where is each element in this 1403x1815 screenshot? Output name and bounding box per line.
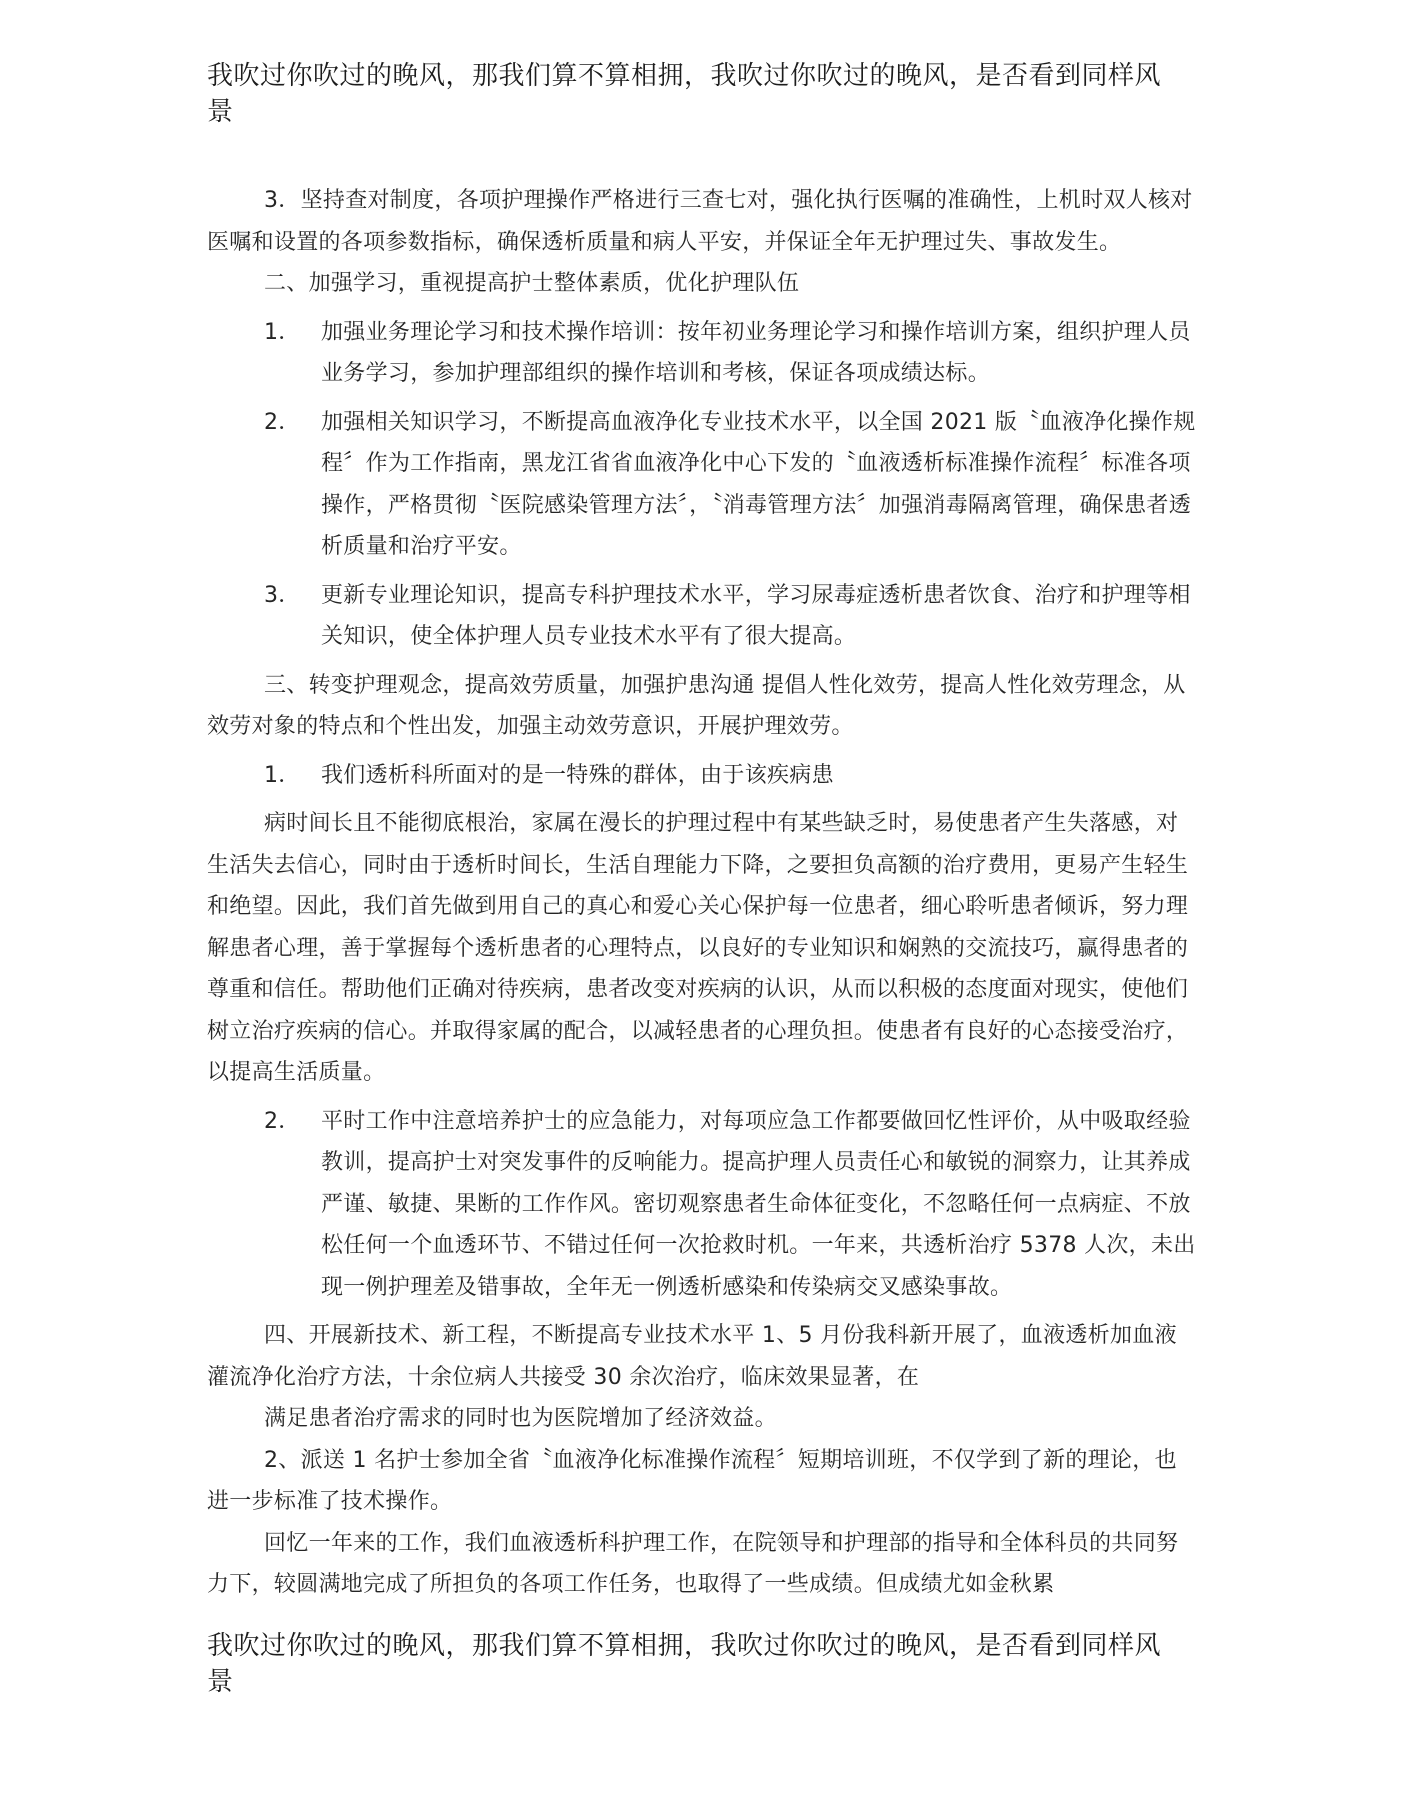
numbered-item (207, 402, 1197, 568)
page-footer (207, 1628, 1197, 1700)
section-heading: 二、加强学习，重视提高护士整体素质，优化护理队伍 (264, 271, 800, 296)
section-heading: 三、转变护理观念，提高效劳质量，加强护患沟通 提倡人性化效劳，提高人性化效劳理念，从效劳对象的特点和个性出发，加强主动效劳意识，开展护理效劳。 (207, 672, 1186, 739)
item-text: 平时工作中注意培养护士的应急能力，对每项应急工作都要做回忆性评价，从中吸取经验教训，提高护士对突发事件的反响能力。提高护理人员责任心和敏锐的洞察力，让其养成严谨、敏捷、果断的工作作风。密切观察患者生命体征变化，不忽略任何一点病症、不放松任何一个血透环节、不错过任何一次抢救时机。一年来，共透析治疗 5378 人次，未出现一例护理差及错事故，全年无一例透析感染和传染病交叉感染事故。 (321, 1108, 1196, 1300)
section-heading: 四、开展新技术、新工程，不断提高专业技术水平 1、5 月份我科新开展了，血液透析加血液灌流净化治疗方法，十余位病人共接受 30 余次治疗，临床效果显著，在 (207, 1323, 1177, 1390)
item-number: 2． (264, 1108, 301, 1134)
paragraph: 满足患者治疗需求的同时也为医院增加了经济效益。 (264, 1406, 777, 1431)
paragraph: 回忆一年来的工作，我们血液透析科护理工作，在院领导和护理部的指导和全体科员的共同努力下，较圆满地完成了所担负的各项工作任务，也取得了一些成绩。但成绩尤如金秋累 (207, 1530, 1179, 1597)
numbered-item (207, 1101, 1197, 1309)
item-number: 1． (264, 762, 301, 788)
footer-line: 我吹过你吹过的晚风，那我们算不算相拥，我吹过你吹过的晚风，是否看到同样风 (207, 1631, 1162, 1661)
item-text: 我们透析科所面对的是一特殊的群体，由于该疾病患 (321, 762, 834, 788)
paragraph: 3．坚持查对制度，各项护理操作严格进行三查七对，强化执行医嘱的准确性，上机时双人核对医嘱和设置的各项参数指标，确保透析质量和病人平安，并保证全年无护理过失、事故发生。 (207, 188, 1193, 255)
header-line: 我吹过你吹过的晚风，那我们算不算相拥，我吹过你吹过的晚风，是否看到同样风 (207, 61, 1162, 91)
item-text: 加强业务理论学习和技术操作培训：按年初业务理论学习和操作培训方案，组织护理人员业务学习，参加护理部组织的操作培训和考核，保证各项成绩达标。 (321, 319, 1191, 386)
numbered-item (207, 575, 1197, 658)
numbered-item (207, 755, 1197, 797)
paragraph: 病时间长且不能彻底根治，家属在漫长的护理过程中有某些缺乏时，易使患者产生失落感，对生活失去信心，同时由于透析时间长，生活自理能力下降，之要担负高额的治疗费用，更易产生轻生和绝望。因此，我们首先做到用自己的真心和爱心关心保护每一位患者，细心聆听患者倾诉，努力理解患者心理，善于掌握每个透析患者的心理特点，以良好的专业知识和娴熟的交流技巧，赢得患者的尊重和信任。帮助他们正确对待疾病，患者改变对疾病的认识，从而以积极的态度面对现实，使他们树立治疗疾病的信心。并取得家属的配合，以减轻患者的心理负担。使患者有良好的心态接受治疗，以提高生活质量。 (207, 811, 1189, 1085)
item-number: 3． (264, 582, 301, 608)
paragraph: 2、派送 1 名护士参加全省〝血液净化标准操作流程〞短期培训班，不仅学到了新的理论，也进一步标准了技术操作。 (207, 1447, 1177, 1514)
item-text: 更新专业理论知识，提高专科护理技术水平，学习尿毒症透析患者饮食、治疗和护理等相关知识，使全体护理人员专业技术水平有了很大提高。 (321, 582, 1191, 649)
item-text: 加强相关知识学习，不断提高血液净化专业技术水平，以全国 2021 版〝血液净化操作规程〞作为工作指南，黑龙江省省血液净化中心下发的〝血液透析标准操作流程〞标准各项操作，严格贯彻〝医院感染管理方法〞，〝消毒管理方法〞加强消毒隔离管理，确保患者透析质量和治疗平安。 (321, 409, 1196, 559)
header-line: 景 (207, 97, 234, 127)
footer-line: 景 (207, 1667, 234, 1697)
numbered-item (207, 312, 1197, 395)
item-number: 1． (264, 319, 301, 345)
document-body (207, 180, 1197, 1606)
item-number: 2． (264, 409, 301, 435)
page-header (207, 58, 1197, 130)
